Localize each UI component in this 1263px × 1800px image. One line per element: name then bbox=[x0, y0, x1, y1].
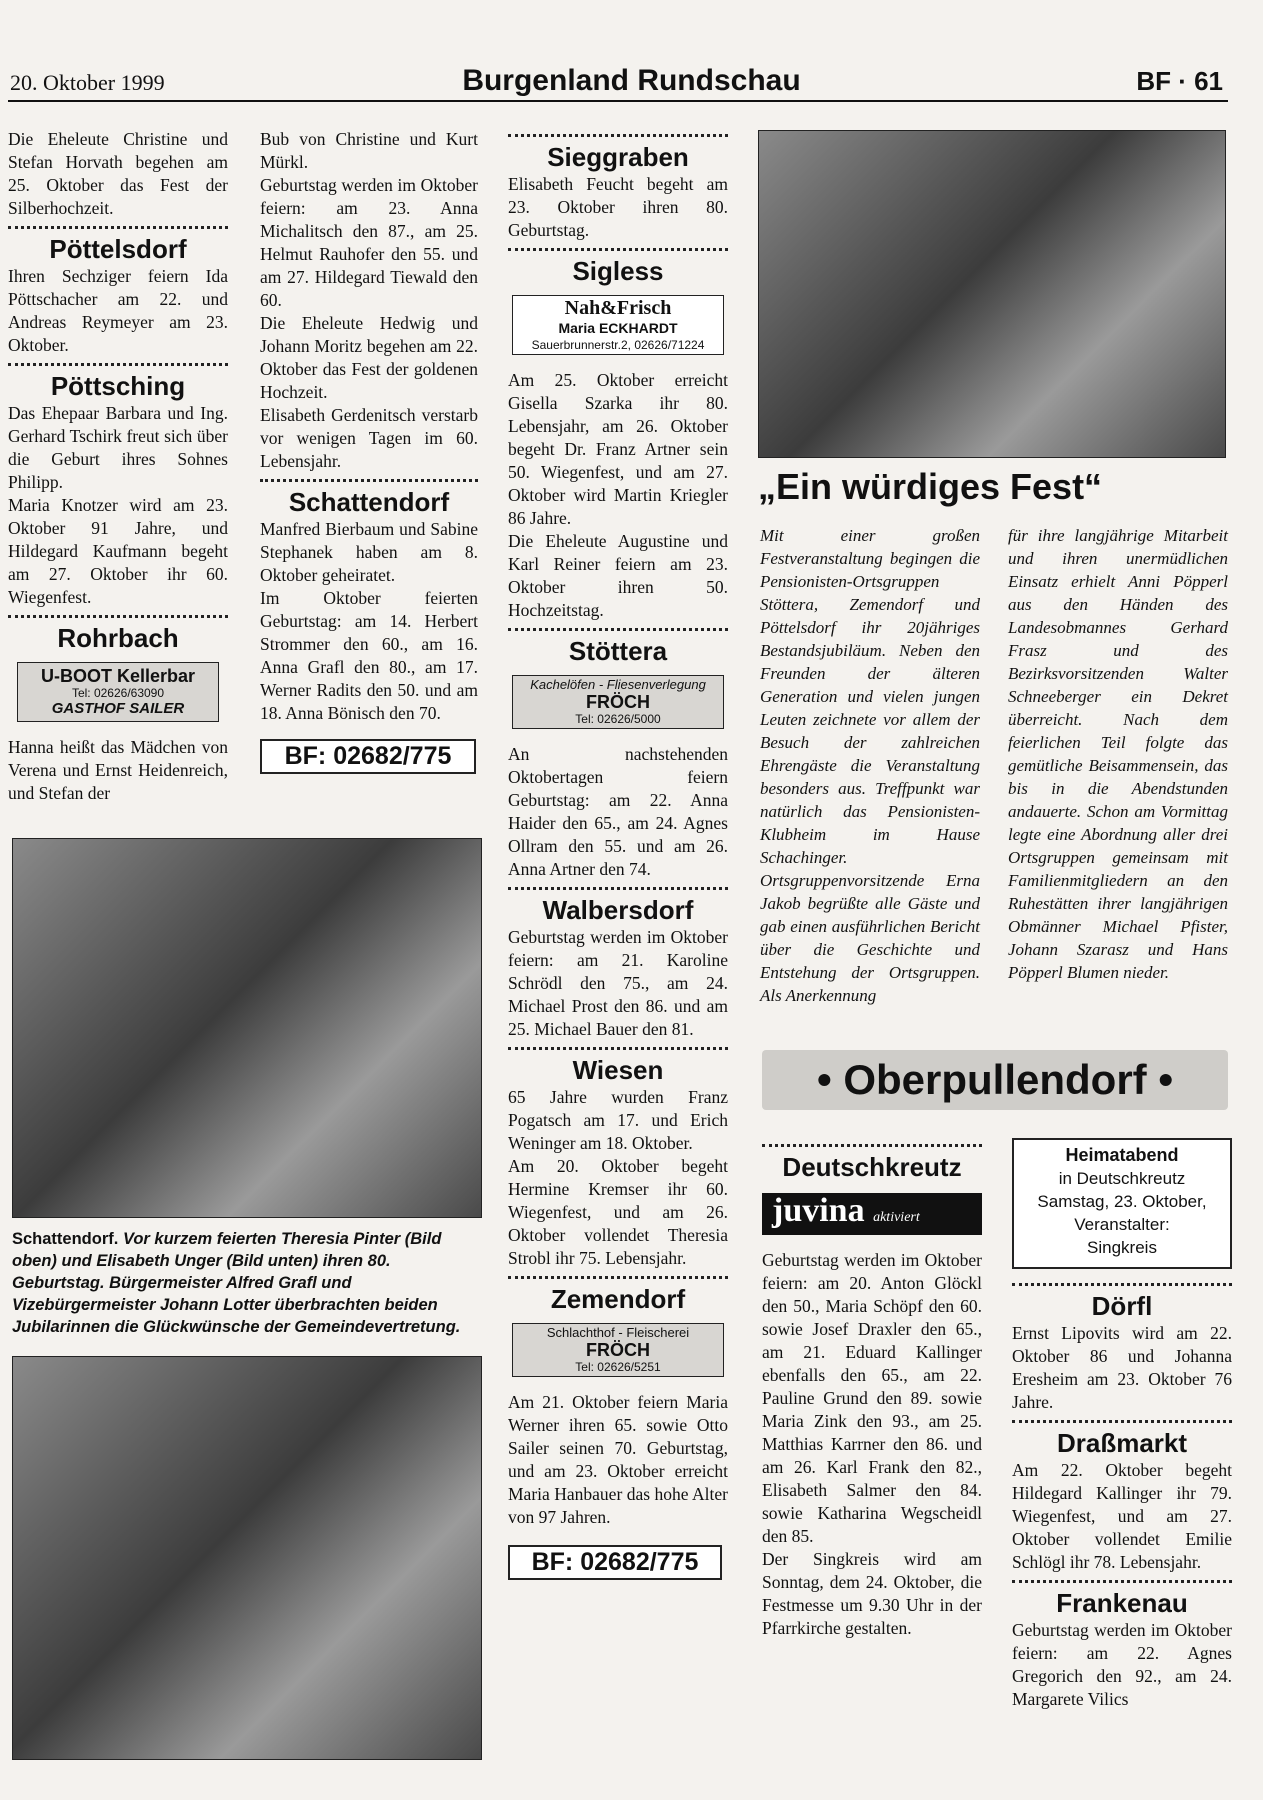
divider bbox=[508, 1047, 728, 1050]
section-title: Walbersdorf bbox=[542, 895, 694, 925]
article-text: Elisabeth Gerdenitsch verstarb vor wenigen Tagen im 60. Lebensjahr. bbox=[260, 405, 478, 471]
article-text: 65 Jahre wurden Franz Pogatsch am 17. und Erich Weninger am 18. Oktober. bbox=[508, 1087, 728, 1153]
column-2 bbox=[260, 128, 478, 774]
article-text: Bub von Christine und Kurt Mürkl. bbox=[260, 129, 478, 172]
advertisement bbox=[17, 662, 219, 722]
advertisement bbox=[512, 1323, 724, 1377]
section-title: Pöttsching bbox=[50, 371, 186, 401]
divider bbox=[508, 887, 728, 890]
divider bbox=[1012, 1283, 1232, 1286]
section-title: Draßmarkt bbox=[1056, 1428, 1188, 1458]
article-text: Am 21. Oktober feiern Maria Werner ihren 65. sowie Otto Sailer seinen 70. Geburtstag, und am 23. Oktober erreicht Maria Hanbauer das hohe Alter von 97 Jahren. bbox=[508, 1392, 728, 1527]
ad-line: Nah&Frisch bbox=[564, 297, 672, 319]
divider bbox=[508, 134, 728, 137]
article-text: Die Eheleute Christine und Stefan Horvath begehen am 25. Oktober das Fest der Silberhochzeit. bbox=[8, 129, 228, 218]
event-title: Heimatabend bbox=[1065, 1145, 1179, 1165]
ad-line: U-BOOT Kellerbar bbox=[40, 666, 196, 686]
region-banner: • Oberpullendorf • bbox=[762, 1050, 1228, 1110]
divider bbox=[8, 226, 228, 229]
ad-line: FRÖCH bbox=[586, 692, 650, 712]
bf-contact-box: BF: 02682/775 bbox=[508, 1545, 722, 1580]
article-text: Am 25. Oktober erreicht Gisella Szarka ihr 80. Lebensjahr, am 26. Oktober begeht Dr. Franz Artner sein 50. Wiegenfest, und am 27. Oktober wird Martin Kriegler 86 Jahre. bbox=[508, 370, 728, 528]
article-text: Maria Knotzer wird am 23. Oktober 91 Jahre, und Hildegard Kaufmann begeht am 27. Oktober ihr 60. Wiegenfest. bbox=[8, 495, 228, 607]
ad-line: Tel: 02626/5000 bbox=[575, 712, 661, 726]
article-text: Am 20. Oktober begeht Hermine Kremser ihr 60. Wiegenfest, und am 26. Oktober vollendet Theresia Strobl ihr 75. Lebensjahr. bbox=[508, 1156, 728, 1268]
ad-line: Kachelöfen - Fliesenverlegung bbox=[530, 677, 706, 692]
section-title: Sieggraben bbox=[547, 142, 689, 172]
article-text: Das Ehepaar Barbara und Ing. Gerhard Tschirk freut sich über die Geburt ihres Sohnes Philipp. bbox=[8, 403, 228, 492]
article-text: Geburtstag werden im Oktober feiern: am 20. Anton Glöckl den 50., Maria Schöpf den 60. sowie Josef Draxler den 65., am 21. Eduard Kallinger ebenfalls den 65., am 22. Pauline Grund den 89. sowie Maria Zink den 93., am 25. Matthias Karrner den 86. und am 26. Karl Frank den 82., Elisabeth Salmer den 84. sowie Katharina Wegscheidl den 85. bbox=[762, 1250, 982, 1546]
ad-line: Tel: 02626/5251 bbox=[575, 1360, 661, 1374]
article-text: Die Eheleute Augustine und Karl Reiner feiern am 23. Oktober ihren 50. Hochzeitstag. bbox=[508, 531, 728, 620]
column-3 bbox=[508, 128, 728, 1580]
feature-text-left: Mit einer großen Festveranstaltung begingen die Pensionisten-Ortsgruppen Stöttera, Zemendorf und Pöttelsdorf ihr 20jähriges Bestandsjubiläum. Neben den Freunden der älteren Generation und vielen jungen Leuten zeichnete vor allem der Besuch der zahlreichen Ehrengäste die Veranstaltung besonders aus. Treffpunkt war natürlich das Pensionisten-Klubheim im Hause Schachinger. Ortsgruppenvorsitzende Erna Jakob begrüßte alle Gäste und gab einen ausführlichen Bericht über die Geschichte und Entstehung der Ortsgruppen. Als Anerkennung bbox=[760, 526, 980, 1005]
article-text: Der Singkreis wird am Sonntag, dem 24. Oktober, die Festmesse um 9.30 Uhr in der Pfarrkirche gestalten. bbox=[762, 1549, 982, 1638]
article-text: Elisabeth Feucht begeht am 23. Oktober ihren 80. Geburtstag. bbox=[508, 174, 728, 240]
divider bbox=[8, 363, 228, 366]
divider bbox=[1012, 1580, 1232, 1583]
feature-text-right: für ihre langjährige Mitarbeit und ihren unermüdlichen Einsatz erhielt Anni Pöpperl aus den Händen des Landesobmannes Gerhard Frasz und des Bezirksvorsitzenden Walter Schneeberger ein Dekret überreicht. Nach dem feierlichen Teil folgte das gemütliche Beisammensein, das bis in die Abendstunden andauerte. Schon am Vormittag legte eine Abordnung aller drei Ortsgruppen gemeinsam mit Familienmitgliedern an den Ruhestätten ihrer langjährigen Obmänner Michael Pfister, Johann Szarasz und Hans Pöpperl Blumen nieder. bbox=[1008, 526, 1228, 982]
divider bbox=[1012, 1420, 1232, 1423]
section-title: Frankenau bbox=[1056, 1588, 1188, 1618]
photo-pensioners-fest bbox=[758, 130, 1226, 458]
caption-text: Vor kurzem feierten Theresia Pinter (Bild oben) und Elisabeth Unger (Bild unten) ihren 80. Geburtstag. Bürgermeister Alfred Grafl und Vizebürgermeister Johann Lotter überbrachten beiden Jubilarinnen die Glückwünsche der Gemeindevertretung. bbox=[12, 1230, 461, 1336]
event-line: in Deutschkreutz bbox=[1058, 1169, 1186, 1188]
article-text: Geburtstag werden im Oktober feiern: am 23. Anna Michalitsch den 87., am 25. Helmut Rauhofer den 55. und am 27. Hildegard Tiewald den 60. bbox=[260, 175, 478, 310]
article-text: Hanna heißt das Mädchen von Verena und Ernst Heidenreich, und Stefan der bbox=[8, 737, 228, 803]
event-line: Samstag, 23. Oktober, bbox=[1037, 1192, 1207, 1211]
ad-brand: juvina bbox=[772, 1192, 865, 1229]
section-title: Schattendorf bbox=[288, 487, 450, 517]
ad-line: Schlachthof - Fleischerei bbox=[546, 1325, 690, 1340]
article-text: Ernst Lipovits wird am 22. Oktober 86 und Johanna Eresheim am 23. Oktober 76 Jahre. bbox=[1012, 1323, 1232, 1412]
ad-line: Sauerbrunnerstr.2, 02626/71224 bbox=[531, 338, 705, 352]
photo-jubilee-pinter bbox=[12, 838, 482, 1218]
section-title: Pöttelsdorf bbox=[49, 234, 187, 264]
divider bbox=[260, 479, 478, 482]
column-1 bbox=[8, 128, 228, 805]
divider bbox=[8, 615, 228, 618]
divider bbox=[508, 248, 728, 251]
ad-line: Tel: 02626/63090 bbox=[71, 686, 165, 700]
section-title: Rohrbach bbox=[57, 623, 179, 653]
article-text: Geburtstag werden im Oktober feiern: am 22. Agnes Gregorich den 92., am 24. Margarete Vilics bbox=[1012, 1620, 1232, 1709]
issue-date: 20. Oktober 1999 bbox=[10, 70, 165, 95]
article-text: Die Eheleute Hedwig und Johann Moritz begehen am 22. Oktober das Fest der goldenen Hochzeit. bbox=[260, 313, 478, 402]
article-text: Am 22. Oktober begeht Hildegard Kallinger ihr 79. Wiegenfest, und am 27. Oktober vollendet Emilie Schlögl ihr 78. Lebensjahr. bbox=[1012, 1460, 1232, 1572]
column-4 bbox=[762, 1138, 982, 1640]
divider bbox=[762, 1144, 982, 1147]
event-line: Singkreis bbox=[1087, 1238, 1157, 1257]
event-box bbox=[1012, 1138, 1232, 1269]
ad-tagline: aktiviert bbox=[873, 1210, 920, 1225]
advertisement bbox=[762, 1193, 982, 1235]
feature-title: „Ein würdiges Fest“ bbox=[758, 466, 1103, 507]
newspaper-title: Burgenland Rundschau bbox=[462, 64, 801, 97]
photo-caption bbox=[12, 1228, 482, 1338]
article-text: Geburtstag werden im Oktober feiern: am 21. Karoline Schrödl den 75., am 24. Michael Prost den 86. und am 25. Michael Bauer den 81. bbox=[508, 927, 728, 1039]
article-text: Manfred Bierbaum und Sabine Stephanek haben am 8. Oktober geheiratet. bbox=[260, 519, 478, 585]
section-title: Dörfl bbox=[1091, 1291, 1153, 1321]
event-line: Veranstalter: bbox=[1074, 1215, 1170, 1234]
ad-line: GASTHOF SAILER bbox=[51, 700, 185, 717]
section-title: Wiesen bbox=[572, 1055, 664, 1085]
advertisement bbox=[512, 295, 724, 355]
article-text: Im Oktober feierten Geburtstag: am 14. Herbert Strommer den 60., am 16. Anna Grafl den 80., am 17. Werner Radits den 50. und am 18. Anna Bönisch den 70. bbox=[260, 588, 478, 723]
header-rule bbox=[8, 100, 1228, 102]
section-title: Stöttera bbox=[568, 636, 668, 666]
article-text: Ihren Sechziger feiern Ida Pöttschacher am 22. und Andreas Reymeyer am 23. Oktober. bbox=[8, 266, 228, 355]
column-5 bbox=[1012, 1138, 1232, 1711]
photo-jubilee-unger bbox=[12, 1356, 482, 1760]
advertisement bbox=[512, 675, 724, 729]
divider bbox=[508, 1276, 728, 1279]
section-title: Deutschkreutz bbox=[782, 1152, 962, 1182]
bf-contact-box: BF: 02682/775 bbox=[260, 739, 476, 774]
section-title: Zemendorf bbox=[550, 1284, 686, 1314]
caption-place: Schattendorf. bbox=[12, 1230, 119, 1248]
ad-line: Maria ECKHARDT bbox=[558, 320, 678, 336]
section-title: Sigless bbox=[572, 256, 664, 286]
ad-line: FRÖCH bbox=[586, 1340, 650, 1360]
divider bbox=[508, 628, 728, 631]
page-number: BF · 61 bbox=[1136, 66, 1223, 96]
article-text: An nachstehenden Oktobertagen feiern Geburtstag: am 22. Anna Haider den 65., am 24. Agnes Ollram den 55. und am 26. Anna Artner den 74. bbox=[508, 744, 728, 879]
